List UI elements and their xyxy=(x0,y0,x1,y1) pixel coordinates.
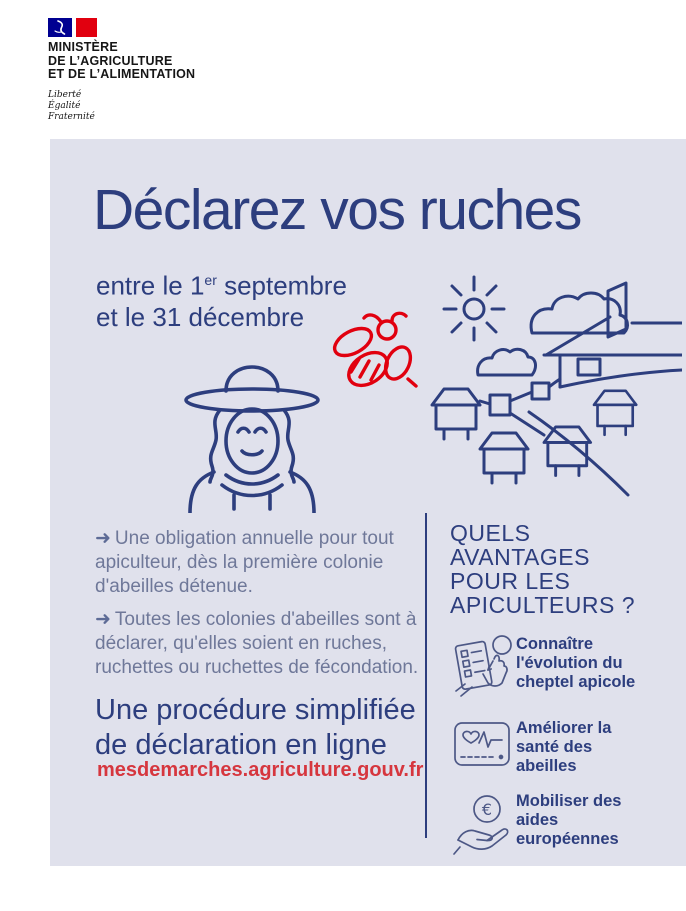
cloud-icon xyxy=(531,293,627,333)
content-panel xyxy=(50,139,686,866)
arrow-icon: ➜ xyxy=(95,528,111,549)
arrow-icon: ➜ xyxy=(95,609,111,630)
marianne-icon xyxy=(48,18,72,37)
benefit-item xyxy=(450,633,680,703)
cloud-icon xyxy=(478,349,536,375)
ordinal-superscript: er xyxy=(204,272,217,288)
beehive-icon xyxy=(544,427,591,476)
motto-line: Fraternité xyxy=(48,111,95,122)
benefits-heading: QUELS AVANTAGES POUR LES APICULTEURS ? xyxy=(450,520,636,618)
benefit-label: Connaître l'évolution du cheptel apicole xyxy=(516,635,636,691)
benefit-item xyxy=(450,790,680,856)
government-logo xyxy=(48,18,278,123)
declaration-period xyxy=(96,265,347,333)
survey-checklist-icon xyxy=(450,633,516,703)
ministry-name xyxy=(48,41,278,82)
beehive-icon xyxy=(480,433,528,483)
beekeeper-icon xyxy=(174,347,330,513)
french-flag-icon xyxy=(48,18,98,37)
euro-symbol: € xyxy=(481,800,493,819)
procedure-line-1: Une procédure simplifiée xyxy=(95,694,416,726)
obligation-item: ➜ Toutes les colonies d'abeilles sont à déclarer, qu'elles soient en ruches, ruchettes ou ruchettes de fécondation. xyxy=(95,609,419,678)
period-line-2: et le 31 décembre xyxy=(96,301,305,332)
republic-motto xyxy=(48,90,278,123)
benefit-label: Mobiliser des aides européennes xyxy=(516,792,622,848)
chimney-icon xyxy=(608,283,626,337)
ministry-line: MINISTÈRE xyxy=(48,40,118,54)
motto-line: Égalité xyxy=(48,100,81,111)
beehive-icon xyxy=(594,391,636,435)
obligation-item: ➜ Une obligation annuelle pour tout apiculteur, dès la première colonie d'abeilles détenue. xyxy=(95,528,394,597)
procedure-heading xyxy=(95,693,416,763)
apiary-landscape-icon xyxy=(426,269,682,521)
flag-blue-stripe xyxy=(48,18,72,37)
waypoint-square xyxy=(532,383,549,399)
procedure-line-2: de déclaration en ligne xyxy=(95,729,387,761)
window-icon xyxy=(578,359,600,375)
beehive-icon xyxy=(432,389,480,439)
benefit-label: Améliorer la santé des abeilles xyxy=(516,719,612,775)
benefits-column xyxy=(450,521,680,856)
period-line-1: entre le 1er septembre xyxy=(96,270,347,301)
vertical-divider xyxy=(425,513,427,838)
bee-icon xyxy=(330,311,422,397)
declaration-url-link[interactable]: mesdemarches.agriculture.gouv.fr xyxy=(97,759,424,781)
motto-line: Liberté xyxy=(48,89,82,100)
waypoint-square xyxy=(490,395,510,415)
obligations-text xyxy=(95,527,431,680)
ministry-line: ET DE L’ALIMENTATION xyxy=(48,67,196,81)
euro-aid-icon xyxy=(450,790,516,856)
benefit-item xyxy=(450,717,680,776)
sun-icon xyxy=(464,299,484,319)
health-monitor-icon xyxy=(450,717,516,775)
ministry-line: DE L’AGRICULTURE xyxy=(48,53,173,68)
flag-red-stripe xyxy=(76,18,97,37)
page-title: Déclarez vos ruches xyxy=(93,178,581,242)
